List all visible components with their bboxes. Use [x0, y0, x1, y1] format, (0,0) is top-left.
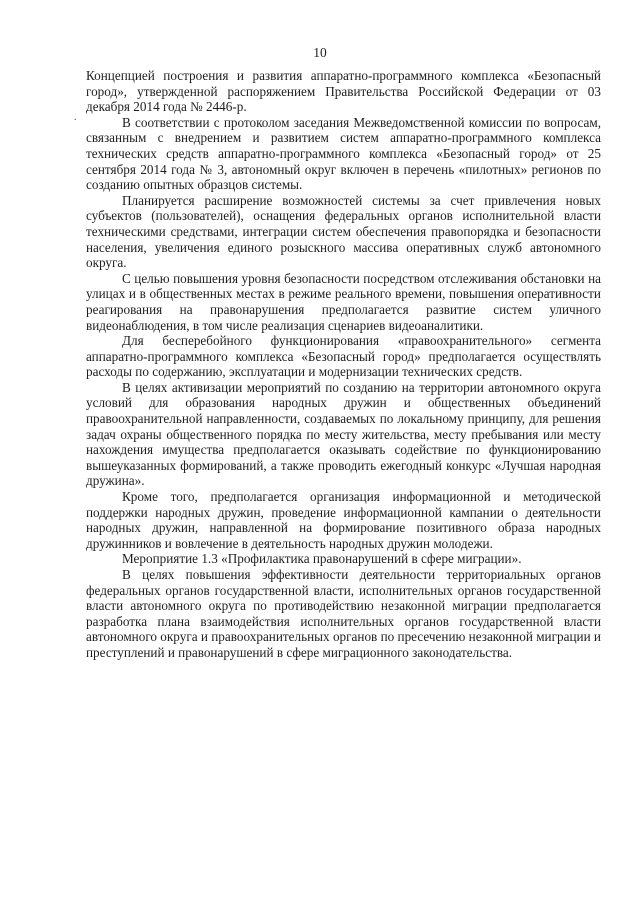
paragraph-measure-heading: Мероприятие 1.3 «Профилактика правонарушений в сфере миграции».: [122, 551, 522, 567]
margin-mark: .: [74, 112, 77, 123]
document-body: [86, 68, 601, 661]
page-number: 10: [313, 45, 327, 60]
paragraph-continuation: Концепцией построения и развития аппаратно-программного комплекса «Безопасный город», утвержденной распоряжением Правительства Российской Федерации от 03 декабря 2014 года № 2446-р.: [86, 68, 601, 115]
paragraph-protocol: В соответствии с протоколом заседания Межведомственной комиссии по вопросам, связанным с внедрением и развитием систем аппаратно-программного комплекса технических средств аппаратно-программного комплекса «Безопасный город» от 25 сентября 2014 года № 3, автономный округ включен в перечень «пилотных» регионов по созданию опытных образцов системы.: [86, 114, 601, 193]
paragraph-expansion: Планируется расширение возможностей системы за счет привлечения новых субъектов (пользователей), оснащения федеральных органов исполнительной власти техническими средствами, интеграции систем обеспечения правопорядка и безопасности населения, увеличения единого розыскного массива оперативных служб автономного округа.: [86, 192, 601, 271]
paragraph-maintenance: Для бесперебойного функционирования «правоохранительного» сегмента аппаратно-программного комплекса «Безопасный город» предполагается осуществлять расходы по содержанию, эксплуатации и модернизации технических средств.: [86, 333, 601, 380]
paragraph-migration: В целях повышения эффективности деятельности территориальных органов федеральных органов государственной власти, исполнительных органов государственной власти автономного округа по противодействию незаконной миграции предполагается разработка плана взаимодействия исполнительных органов государственной власти автономного округа и правоохранительных органов по пресечению незаконной миграции и преступлений и правонарушений в сфере миграционного законодательства.: [86, 567, 601, 660]
paragraph-video-surveillance: С целью повышения уровня безопасности посредством отслеживания обстановки на улицах и в общественных местах в режиме реального времени, повышения оперативности реагирования на правонарушения предполагается развитие систем уличного видеонаблюдения, в том числе реализация сценариев видеоаналитики.: [86, 270, 601, 333]
paragraph-information-support: Кроме того, предполагается организация информационной и методической поддержки народных дружин, проведение информационной кампании о деятельности народных дружин, направленной на формирование позитивного образа народных дружинников и вовлечение в деятельность народных дружин молодежи.: [86, 489, 601, 551]
paragraph-people-patrols: В целях активизации мероприятий по созданию на территории автономного округа условий для образования народных дружин и общественных объединений правоохранительной направленности, создаваемых по локальному принципу, для решения задач охраны общественного порядка по месту жительства, месту пребывания или месту нахождения имущества предполагается оказывать содействие по функционированию вышеуказанных формирований, а также проводить ежегодный конкурс «Лучшая народная дружина».: [86, 379, 601, 489]
